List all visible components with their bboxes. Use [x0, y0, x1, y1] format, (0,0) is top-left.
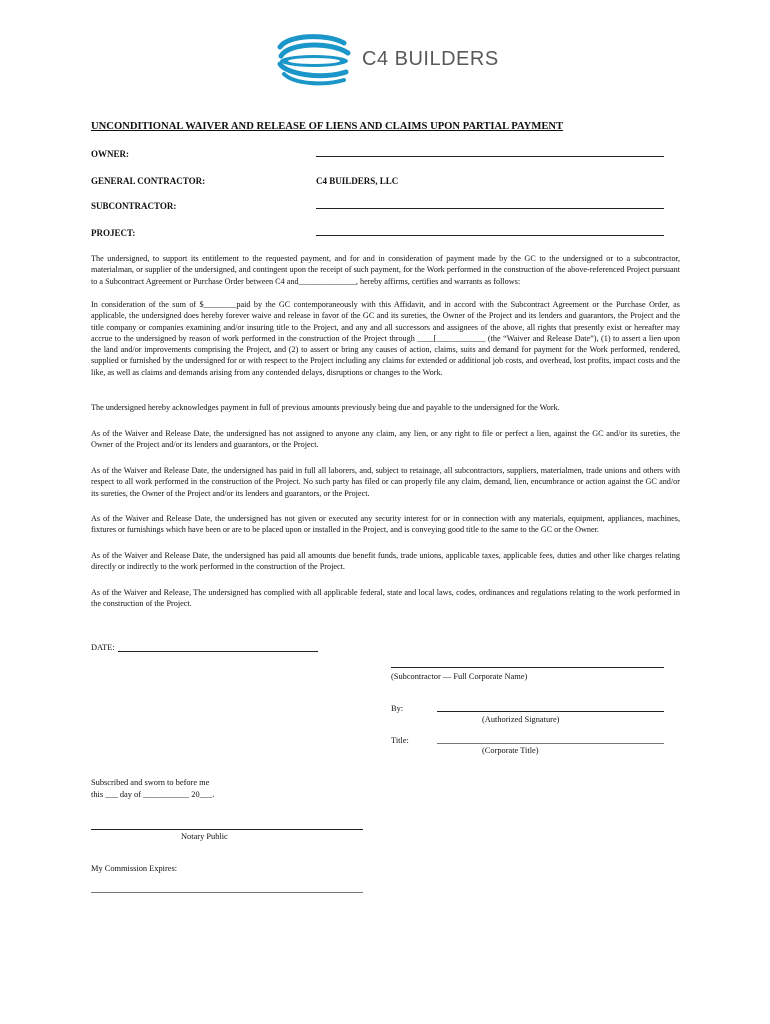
subcontractor-label: SUBCONTRACTOR:: [91, 201, 177, 211]
title-label: Title:: [391, 736, 409, 745]
commission-expires-line[interactable]: [91, 892, 363, 893]
paragraph-consideration: In consideration of the sum of $________paid by the GC contemporaneously with this Affidavit, and in accord with the Subcontract Agreement or the Purchase Order, as applicable, the undersigned does hereby forever waive and release in favor of the GC and its sureties, the Owner of the Project and its lenders and guarantors, the Project and the title company or companies examining and/or insuring title to the Project, and any and all successors and assignees of the above, all rights that presently exist or hereafter may accrue to the undersigned by reason of work performed in the construction of the Project through ____[____________ (the “Waiver and Release Date”), (1) to assert a lien upon the land and/or improvements comprising the Project, and (2) to assert or bring any causes of action, claims, suits and demand for payment for the Work performed, rendered, supplied or furnished by the undersigned for or with respect to the Project including any claims for extended or additional job costs, and overhead, lost profits, impact costs and the like, as well as claims and demands arising from any contended delays, disruptions or changes to the Work.: [91, 300, 680, 377]
sworn-line-1: Subscribed and sworn to before me: [91, 778, 210, 787]
brand-name: C4 BUILDERS: [362, 48, 499, 70]
paragraph-no-assignment: As of the Waiver and Release Date, the undersigned has not assigned to anyone any claim, any lien, or any right to file or perfect a lien, against the GC and/or its sureties, the Owner of the Project and/or its lenders and guarantors, or the Project.: [91, 429, 680, 450]
subcontractor-name-line[interactable]: [391, 667, 664, 668]
corporate-title-caption: (Corporate Title): [482, 746, 539, 755]
authorized-signature-line[interactable]: [437, 711, 664, 712]
by-label: By:: [391, 704, 404, 713]
gc-value: C4 BUILDERS, LLC: [316, 176, 399, 186]
commission-expires-label: My Commission Expires:: [91, 864, 178, 873]
subcontractor-name-caption: (Subcontractor — Full Corporate Name): [391, 672, 528, 681]
owner-label: OWNER:: [91, 149, 129, 159]
date-label: DATE:: [91, 643, 115, 652]
owner-line[interactable]: [316, 156, 664, 157]
c4-logo-mark-icon: [274, 34, 356, 86]
corporate-title-line[interactable]: [437, 743, 664, 744]
project-line[interactable]: [316, 235, 664, 236]
paragraph-intro: The undersigned, to support its entitlement to the requested payment, and for and in consideration of payment made by the GC to the undersigned or to a subcontractor, materialman, or supplier of the undersigned, and contingent upon the receipt of such payment, for the Work performed in the construction of the above-referenced Project pursuant to a Subcontract Agreement or Purchase Order between C4 and______________, hereby affirms, certifies and warrants as follows:: [91, 254, 680, 286]
notary-signature-line[interactable]: [91, 829, 363, 830]
notary-public-caption: Notary Public: [181, 832, 228, 841]
sworn-line-2: this ___ day of ___________ 20___.: [91, 790, 215, 799]
paragraph-benefit-funds: As of the Waiver and Release Date, the undersigned has paid all amounts due benefit funds, trade unions, applicable taxes, applicable fees, duties and other like charges relating directly or indirectly to the work performed in the construction of the Project.: [91, 551, 680, 572]
company-logo: [274, 34, 504, 86]
paragraph-security-interest: As of the Waiver and Release Date, the undersigned has not given or executed any security interest for or in connection with any materials, equipment, appliances, machines, fixtures or furnishings which have been or are to be placed upon or installed in the Project, and is conveying good title to the same to the GC or the Owner.: [91, 514, 680, 535]
project-label: PROJECT:: [91, 228, 136, 238]
gc-label: GENERAL CONTRACTOR:: [91, 176, 206, 186]
paragraph-paid-laborers: As of the Waiver and Release Date, the undersigned has paid in full all laborers, and, subject to retainage, all subcontractors, suppliers, materialmen, trade unions and others with respect to all work performed in the construction of the Project. No such party has filed or can properly file any claim, demand, lien, encumbrance or action against the GC and/or its sureties, the Owner of the Project and/or its lenders and guarantors, or the Project.: [91, 466, 680, 498]
subcontractor-line[interactable]: [316, 208, 664, 209]
date-line[interactable]: [118, 651, 318, 652]
document-title: UNCONDITIONAL WAIVER AND RELEASE OF LIENS AND CLAIMS UPON PARTIAL PAYMENT: [91, 121, 564, 132]
paragraph-acknowledgement: The undersigned hereby acknowledges payment in full of previous amounts previously being due and payable to the undersigned for the Work.: [91, 403, 560, 412]
paragraph-compliance: As of the Waiver and Release, The undersigned has complied with all applicable federal, state and local laws, codes, ordinances and regulations relating to the work performed in the construction of the Project.: [91, 588, 680, 609]
authorized-signature-caption: (Authorized Signature): [482, 715, 560, 724]
